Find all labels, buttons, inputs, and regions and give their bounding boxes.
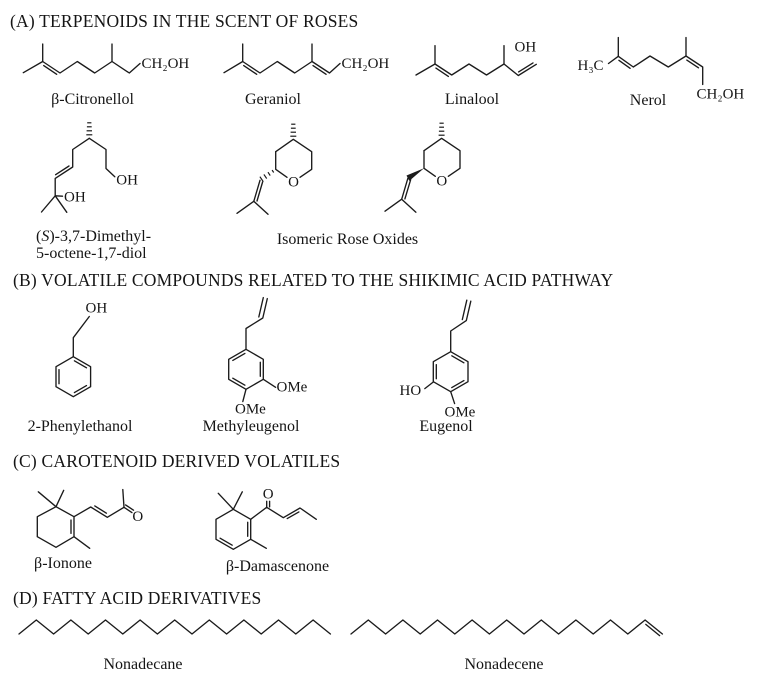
structure-geraniol [224, 44, 389, 74]
structure-nonadecene [351, 620, 662, 636]
atom-label-oh: OH [514, 39, 537, 56]
label-eugenol: Eugenol [419, 418, 473, 435]
atom-label-ch2oh: CH₂OH [696, 86, 745, 103]
oxygen-atom-label: O [132, 508, 144, 525]
label-methyleugenol: Methyleugenol [202, 418, 300, 435]
structure-nonadecane [19, 620, 330, 634]
atom-label-ome: OMe [276, 379, 308, 396]
structure-rose-oxide-trans [385, 123, 460, 212]
section-c-title: (C) CAROTENOID DERIVED VOLATILES [13, 451, 341, 471]
structure-dimethyl-octene-diol [42, 123, 139, 213]
structure-beta-damascenone [216, 486, 316, 549]
atom-label-ome: OMe [235, 401, 266, 418]
label-nonadecene: Nonadecene [464, 656, 544, 673]
structure-beta-ionone [37, 490, 143, 549]
label-diol-line1: (S)-3,7-Dimethyl- [36, 228, 152, 245]
label-beta-damascenone: β-Damascenone [225, 558, 330, 575]
structure-2-phenylethanol [56, 301, 107, 397]
structure-rose-oxide-cis [237, 124, 312, 214]
atom-label-ch2oh: CH₂OH [141, 56, 190, 72]
structure-eugenol [400, 300, 476, 420]
atom-label-ho: HO [399, 383, 422, 399]
section-d-title: (D) FATTY ACID DERIVATIVES [13, 588, 262, 608]
label-beta-ionone: β-Ionone [34, 555, 92, 572]
structure-beta-citronellol [23, 44, 189, 74]
label-dimethyl-octene-diol [36, 229, 176, 262]
atom-label-h3c: H₃C [577, 58, 604, 74]
oxygen-atom-label: O [288, 174, 299, 191]
atom-label-ch2oh: CH₂OH [341, 56, 390, 72]
label-geraniol: Geraniol [245, 91, 301, 108]
section-b-title: (B) VOLATILE COMPOUNDS RELATED TO THE SHIKIMIC ACID PATHWAY [13, 270, 614, 290]
atom-label-oh: OH [64, 189, 86, 206]
label-nerol: Nerol [629, 92, 667, 109]
label-diol-line2: 5-octene-1,7-diol [36, 244, 147, 262]
label-2-phenylethanol: 2-Phenylethanol [27, 418, 133, 435]
label-nonadecane: Nonadecane [103, 656, 183, 673]
oxygen-atom-label: O [262, 486, 274, 503]
atom-label-oh: OH [85, 300, 108, 317]
bold-wedge-bond [407, 168, 425, 181]
atom-label-oh: OH [116, 172, 138, 189]
label-linalool: Linalool [444, 91, 500, 108]
structure-linalool [416, 40, 536, 77]
label-beta-citronellol: β-Citronellol [51, 91, 134, 108]
oxygen-atom-label: O [436, 173, 448, 190]
label-isomeric-rose-oxides: Isomeric Rose Oxides [276, 231, 419, 248]
atom-label-ome: OMe [444, 404, 476, 421]
structure-methyleugenol [229, 298, 308, 418]
section-a-title: (A) TERPENOIDS IN THE SCENT OF ROSES [10, 11, 359, 31]
